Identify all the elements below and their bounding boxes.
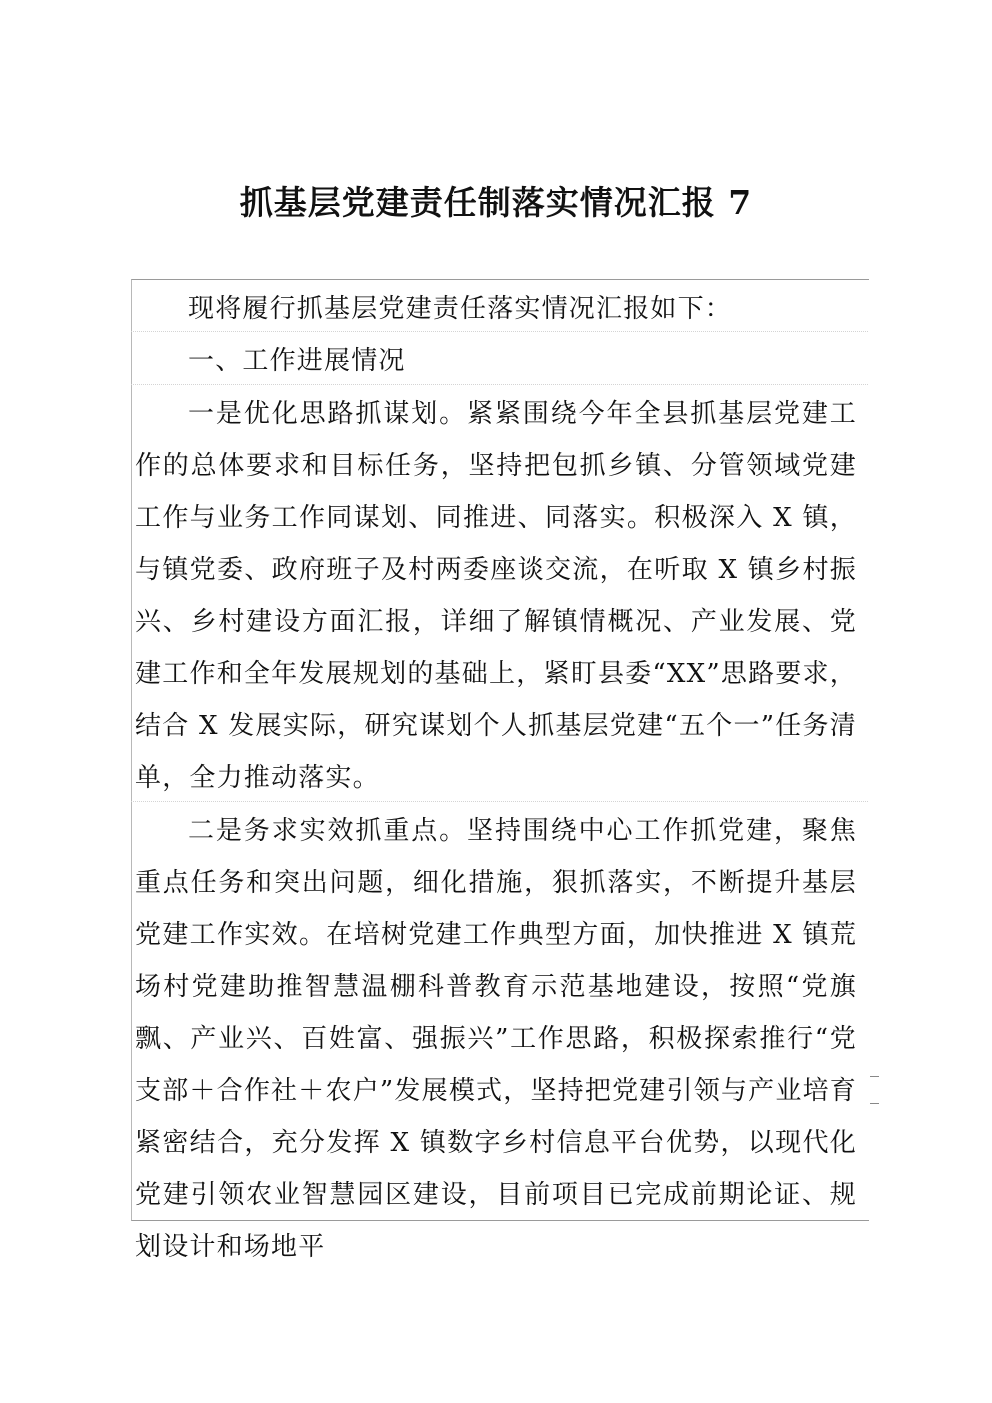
section-heading: 一、工作进展情况	[188, 346, 406, 376]
body-paragraph-planning: 一是优化思路抓谋划。紧紧围绕今年全县抓基层党建工作的总体要求和目标任务，坚持把包抓乡镇、分管领域党建工作与业务工作同谋划、同推进、同落实。积极深入 X 镇，与镇党委、政府班子及村两委座谈交流，在听取 X 镇乡村振兴、乡村建设方面汇报，详细了解镇情概况、产业发展、党建工作和全年发展规划的基础上，紧盯县委“XX”思路要求，结合 X 发展实际，研究谋划个人抓基层党建“五个一”任务清单，全力推动落实。	[135, 399, 857, 793]
margin-mark	[870, 1103, 879, 1104]
intro-paragraph: 现将履行抓基层党建责任落实情况汇报如下：	[188, 294, 733, 324]
body-paragraph-priorities: 二是务求实效抓重点。坚持围绕中心工作抓党建，聚焦重点任务和突出问题，细化措施，狠抓落实，不断提升基层党建工作实效。在培树党建工作典型方面，加快推进 X 镇荒场村党建助推智慧温棚科普教育示范基地建设，按照“党旗飘、产业兴、百姓富、强振兴”工作思路，积极探索推行“党支部＋合作社＋农户”发展模式，坚持把党建引领与产业培育紧密结合，充分发挥 X 镇数字乡村信息平台优势，以现代化党建引领农业智慧园区建设，目前项目已完成前期论证、规划设计和场地平	[135, 816, 857, 1262]
margin-mark	[870, 1076, 879, 1077]
document-title: 抓基层党建责任制落实情况汇报 7	[239, 183, 753, 222]
